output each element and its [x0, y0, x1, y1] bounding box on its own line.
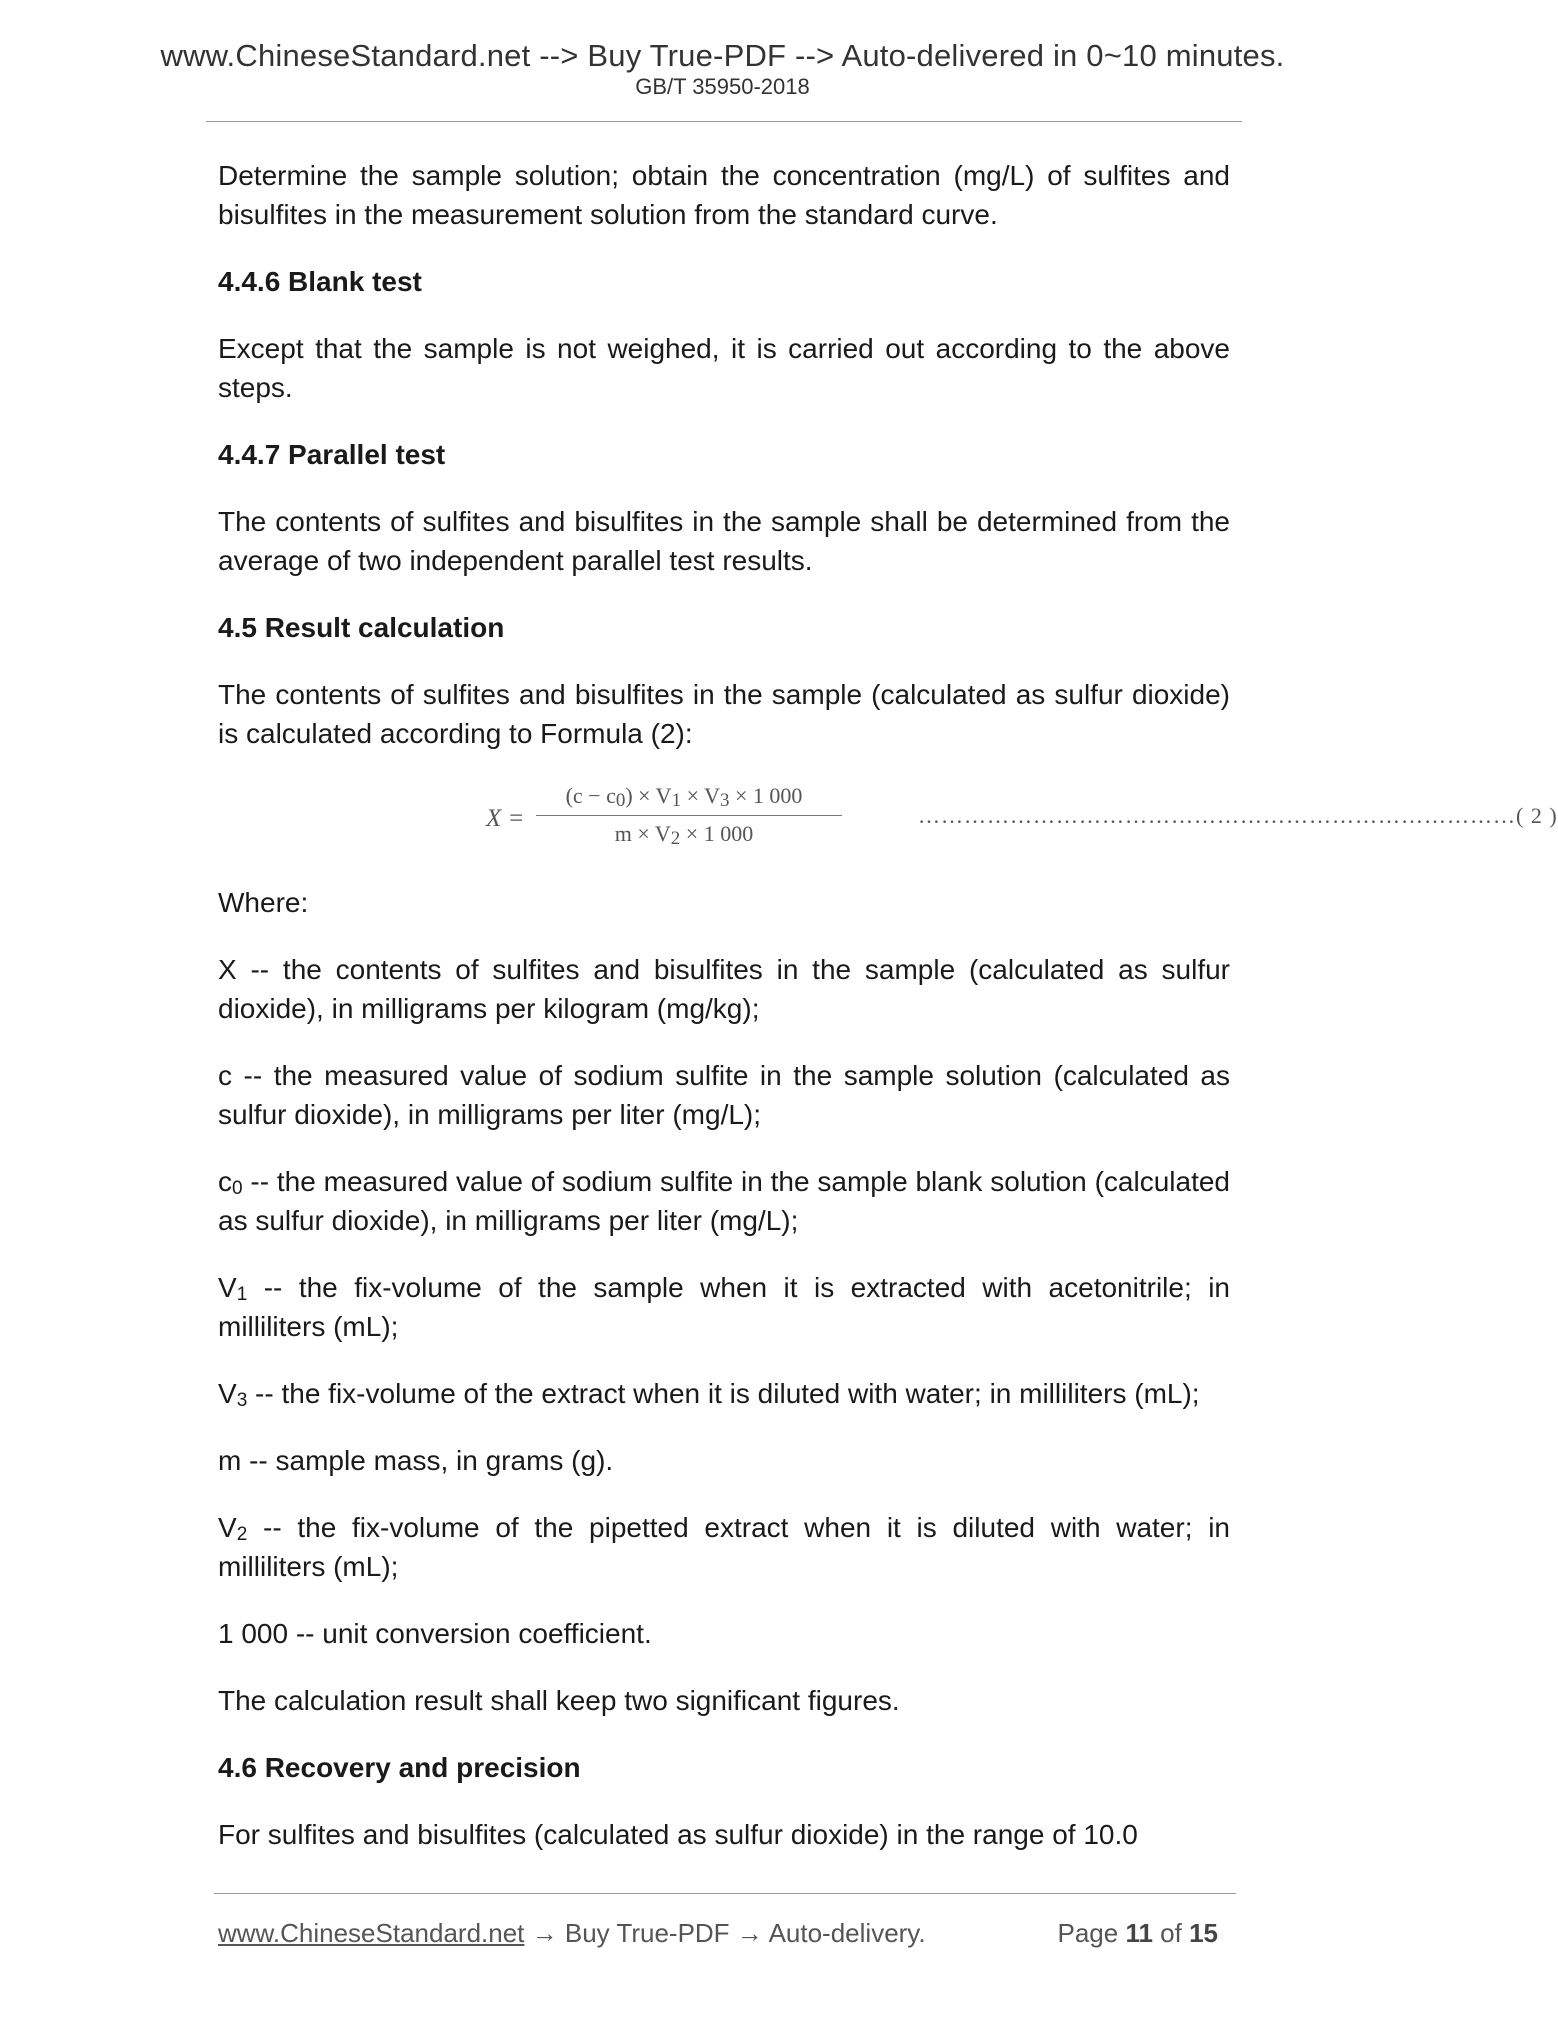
definition-v1: $V_1$ -- the fix-volume of the sample when it is extracted with acetonitrile; in milliliters (mL);	[218, 1272, 1230, 1342]
paragraph-recovery: For sulfites and bisulfites (calculated as sulfur dioxide) in the range of 10.0	[218, 1819, 1138, 1850]
definition-c0: $c_0$ -- the measured value of sodium sulfite in the sample blank solution (calculated as sulfur dioxide), in milligrams per liter (mg/L);	[218, 1166, 1230, 1236]
paragraph-result-calculation: The contents of sulfites and bisulfites in the sample (calculated as sulfur dioxide) is calculated according to Formula (2):	[218, 679, 1230, 749]
formula-number: ( 2 )	[1516, 803, 1558, 828]
paragraph-parallel-test: The contents of sulfites and bisulfites in the sample shall be determined from the average of two independent parallel test results.	[218, 506, 1230, 576]
page-content	[218, 156, 1558, 1882]
formula-numerator: $(c - c_0) \times V_1 \times V_3 \times 1$ 000	[565, 783, 803, 811]
paragraph-significant-figures: The calculation result shall keep two significant figures.	[218, 1685, 900, 1716]
heading-4-4-6: 4.4.6 Blank test	[218, 266, 422, 297]
where-label: Where:	[218, 887, 309, 918]
paragraph-determine: Determine the sample solution; obtain the concentration (mg/L) of sulfites and bisulfites in the measurement solution from the standard curve.	[218, 160, 1230, 230]
definition-c: c -- the measured value of sodium sulfite in the sample solution (calculated as sulfur dioxide), in milligrams per liter (mg/L);	[218, 1060, 1230, 1130]
definition-1000: 1 000 -- unit conversion coefficient.	[218, 1618, 652, 1649]
header-banner: www.ChineseStandard.net --> Buy True-PDF --> Auto-delivered in 0~10 minutes.	[160, 38, 1285, 73]
footer-text: → Buy True-PDF → Auto-delivery.	[524, 1918, 926, 1948]
page-footer	[218, 1918, 1230, 1949]
formula-fraction-bar	[536, 815, 842, 816]
formula-leader-dots: ……………………………………………………………………( 2 )	[918, 803, 1558, 828]
page-number: Page 11 of 15	[1057, 1918, 1218, 1948]
heading-4-6: 4.6 Recovery and precision	[218, 1752, 581, 1783]
footer-link[interactable]: www.ChineseStandard.net	[218, 1918, 525, 1948]
header-divider	[206, 121, 1242, 122]
definition-m: m -- sample mass, in grams (g).	[218, 1445, 614, 1476]
formula-2	[218, 781, 1558, 857]
definition-v2: $V_2$ -- the fix-volume of the pipetted extract when it is diluted with water; in milliliters (mL);	[218, 1512, 1230, 1582]
formula-lhs: X =	[486, 805, 525, 832]
definition-v3: $V_3$ -- the fix-volume of the extract when it is diluted with water; in milliliters (mL);	[218, 1378, 1200, 1411]
heading-4-5: 4.5 Result calculation	[218, 612, 505, 643]
paragraph-blank-test: Except that the sample is not weighed, it is carried out according to the above steps.	[218, 333, 1230, 403]
heading-4-4-7: 4.4.7 Parallel test	[218, 439, 446, 470]
footer-divider	[214, 1893, 1236, 1894]
standard-code: GB/T 35950-2018	[635, 74, 810, 99]
definition-x: X -- the contents of sulfites and bisulfites in the sample (calculated as sulfur dioxide), in milligrams per kilogram (mg/kg);	[218, 954, 1230, 1024]
formula-denominator: $m \times V_2 \times 1$ 000	[614, 821, 754, 849]
